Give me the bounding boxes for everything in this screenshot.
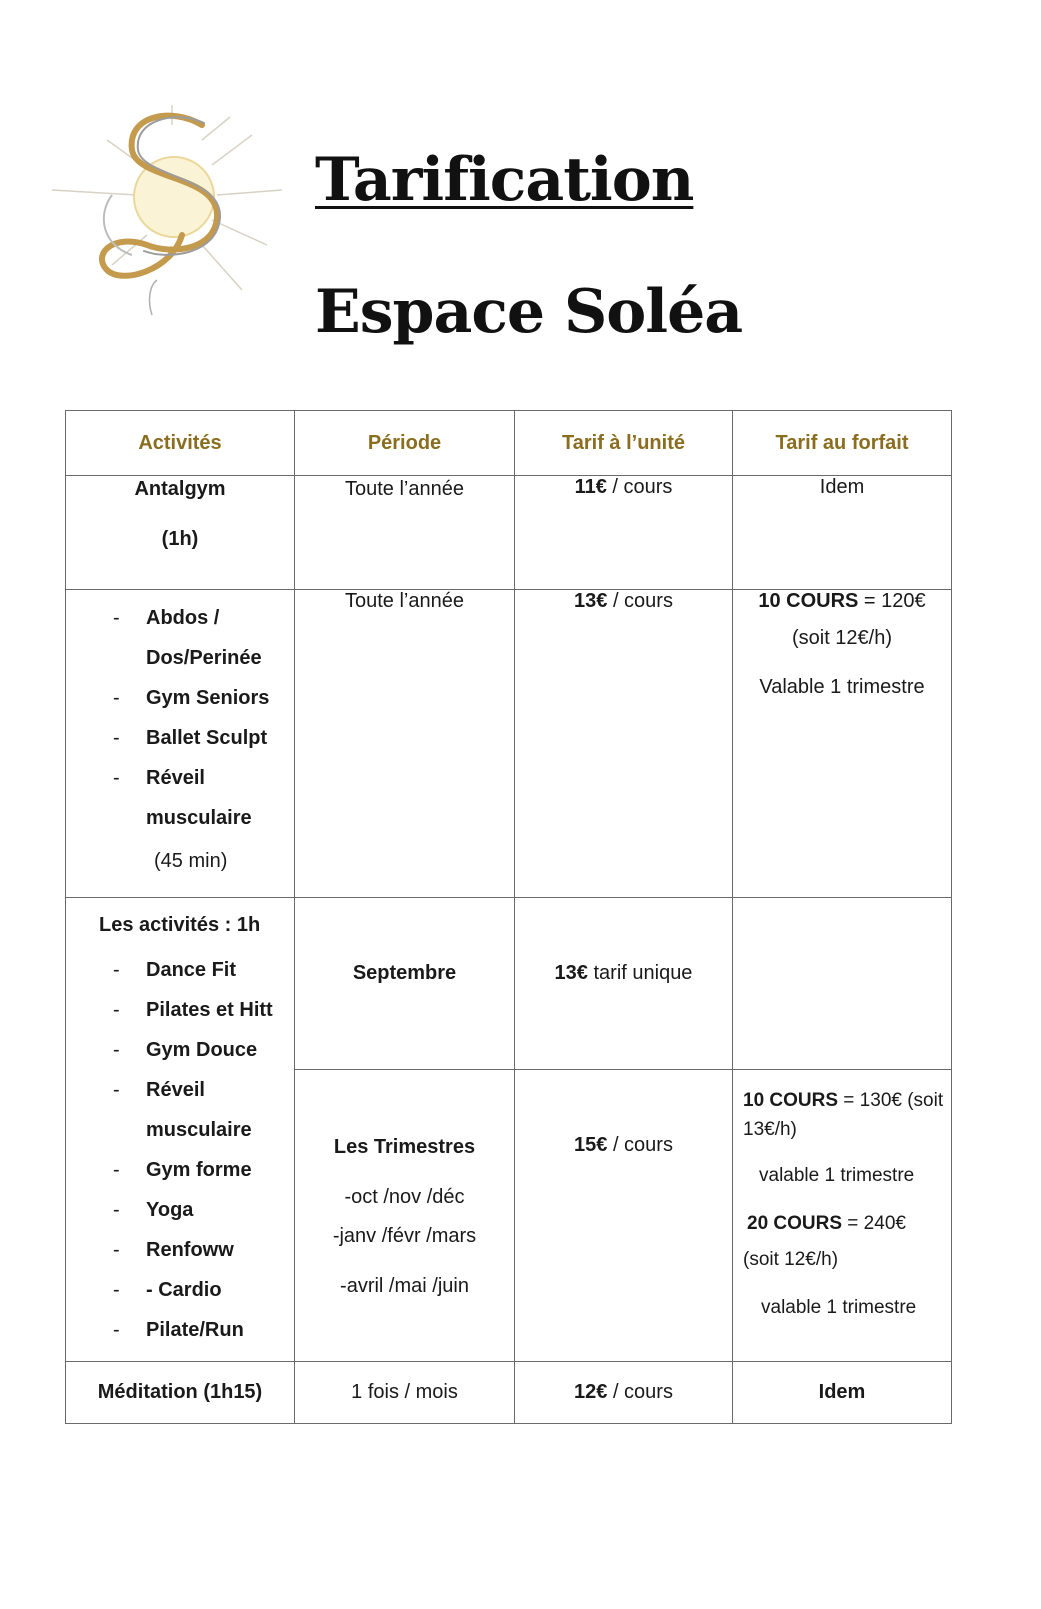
- forfait-price: = 130€ (soit: [838, 1090, 944, 1111]
- forfait-cell: [733, 1362, 952, 1424]
- period-text: Septembre: [352, 962, 457, 984]
- solea-logo-icon: [52, 105, 292, 340]
- period-text: Toute l’année: [345, 590, 464, 612]
- header-activites: Activités: [66, 411, 295, 476]
- forfait-cell: [733, 476, 952, 590]
- unit-price-amount: 15€: [574, 1134, 608, 1156]
- forfait-cell-empty: [733, 898, 952, 1070]
- forfait-price: = 240€: [842, 1213, 906, 1234]
- period-cell: [295, 898, 515, 1070]
- activity-name: Yoga: [146, 1199, 194, 1221]
- unit-price-amount: 13€: [574, 590, 608, 612]
- activity-duration: (45 min): [154, 850, 228, 872]
- forfait-validity: valable 1 trimestre: [759, 1165, 915, 1186]
- list-item: [78, 758, 294, 838]
- list-item: [78, 678, 294, 718]
- activity-name: Pilate/Run: [146, 1319, 244, 1341]
- page-title: Tarification: [315, 145, 694, 215]
- list-item: [78, 1030, 294, 1070]
- page-subtitle: Espace Soléa: [315, 277, 743, 347]
- activity-cell: [66, 590, 295, 898]
- unit-price-cell: [515, 1070, 733, 1362]
- unit-price-suffix: / cours: [606, 476, 673, 498]
- list-item: [78, 1190, 294, 1230]
- unit-price-suffix: / cours: [607, 1381, 673, 1403]
- forfait-count: 10 COURS: [743, 1090, 839, 1111]
- list-item: [78, 598, 294, 678]
- unit-price-amount: 11€: [574, 476, 607, 498]
- period-cell: [295, 1362, 515, 1424]
- header-periode: Période: [295, 411, 515, 476]
- list-item: [78, 1230, 294, 1270]
- solea-logo: [52, 105, 292, 340]
- header-tarif-unite: Tarif à l’unité: [515, 411, 733, 476]
- table-row-meditation: [66, 1362, 952, 1424]
- unit-price-suffix: / cours: [607, 590, 673, 612]
- list-item: [78, 950, 294, 990]
- period-text: Les Trimestres: [333, 1136, 476, 1158]
- period-text: Toute l’année: [345, 478, 464, 500]
- forfait-price-cont: 13€/h): [743, 1119, 797, 1140]
- activity-name: Pilates et Hitt: [146, 999, 273, 1021]
- forfait-note: (soit 12€/h): [791, 627, 893, 649]
- header-tarif-forfait: Tarif au forfait: [733, 411, 952, 476]
- list-item: [78, 1310, 294, 1350]
- forfait-note: (soit 12€/h): [743, 1249, 839, 1270]
- list-item: [78, 1070, 294, 1150]
- period-cell: [295, 1070, 515, 1362]
- unit-price-suffix: tarif unique: [587, 962, 693, 984]
- list-item: [78, 1150, 294, 1190]
- activity-list: [66, 950, 294, 1350]
- unit-price-amount: 13€: [554, 962, 588, 984]
- activity-name: Antalgym: [134, 478, 226, 500]
- activity-name: Ballet Sculpt: [146, 727, 268, 749]
- activity-name: Réveil: [146, 1079, 205, 1101]
- period-cell: [295, 590, 515, 898]
- activity-name: Renfoww: [146, 1239, 234, 1261]
- activity-name-cont: musculaire: [146, 1119, 252, 1141]
- forfait-validity: valable 1 trimestre: [761, 1297, 917, 1318]
- list-item: [78, 1270, 294, 1310]
- activity-name-cont: musculaire: [146, 807, 252, 829]
- period-cell: [295, 476, 515, 590]
- activity-name: - Cardio: [146, 1279, 222, 1301]
- table-header-row: [66, 411, 952, 476]
- table-row-antalgym: [66, 476, 952, 590]
- forfait-count: 10 COURS: [758, 590, 859, 612]
- activity-cell: [66, 476, 295, 590]
- forfait-cell: [733, 1070, 952, 1362]
- activity-name-cont: Dos/Perinée: [146, 647, 262, 669]
- period-q2: -janv /févr /mars: [332, 1225, 477, 1247]
- unit-price-cell: [515, 476, 733, 590]
- activity-heading: Les activités : 1h: [99, 914, 261, 936]
- list-item: [78, 718, 294, 758]
- activity-name: Gym forme: [146, 1159, 252, 1181]
- list-item: [78, 990, 294, 1030]
- unit-price-suffix: / cours: [607, 1134, 673, 1156]
- pricing-table: [65, 410, 952, 1424]
- activity-name: Abdos /: [146, 607, 220, 629]
- activity-duration: (1h): [161, 528, 199, 550]
- forfait-count: 20 COURS: [747, 1213, 843, 1234]
- forfait-cell: [733, 590, 952, 898]
- activity-cell: [66, 898, 295, 1362]
- period-text: 1 fois / mois: [351, 1381, 458, 1403]
- table-row-45min: [66, 590, 952, 898]
- unit-price-amount: 12€: [574, 1381, 608, 1403]
- unit-price-cell: [515, 898, 733, 1070]
- table-row-1h-septembre: [66, 898, 952, 1070]
- period-q3: -avril /mai /juin: [340, 1275, 469, 1297]
- forfait-text: Idem: [819, 476, 865, 498]
- activity-list: [66, 598, 294, 838]
- activity-name: Méditation (1h15): [97, 1381, 263, 1403]
- period-q1: -oct /nov /déc: [344, 1186, 465, 1208]
- activity-name: Réveil: [146, 767, 205, 789]
- forfait-price: = 120€: [858, 590, 926, 612]
- activity-name: Gym Douce: [146, 1039, 258, 1061]
- unit-price-cell: [515, 1362, 733, 1424]
- forfait-validity: Valable 1 trimestre: [759, 676, 925, 698]
- activity-name: Gym Seniors: [146, 687, 270, 709]
- activity-name: Dance Fit: [146, 959, 237, 981]
- unit-price-cell: [515, 590, 733, 898]
- activity-cell: [66, 1362, 295, 1424]
- forfait-text: Idem: [818, 1381, 866, 1403]
